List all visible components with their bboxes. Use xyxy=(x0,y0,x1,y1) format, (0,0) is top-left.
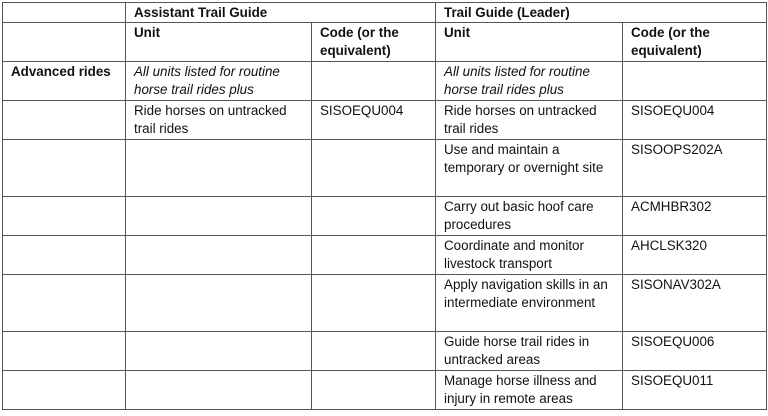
assistant-unit-cell xyxy=(126,275,312,332)
assistant-unit-header: Unit xyxy=(126,23,312,62)
category-cell xyxy=(3,197,126,236)
assistant-trail-guide-header: Assistant Trail Guide xyxy=(126,3,436,23)
leader-code-cell: SISOEQU011 xyxy=(623,371,767,410)
trail-guide-leader-header: Trail Guide (Leader) xyxy=(436,3,767,23)
trail-guide-units-table xyxy=(2,2,767,410)
leader-code-cell: SISOOPS202A xyxy=(623,140,767,197)
assistant-code-cell: SISOEQU004 xyxy=(312,101,436,140)
leader-unit-cell: Use and maintain a temporary or overnight site xyxy=(436,140,623,197)
leader-code-cell: AHCLSK320 xyxy=(623,236,767,275)
leader-unit-header: Unit xyxy=(436,23,623,62)
assistant-code-cell xyxy=(312,197,436,236)
leader-unit-cell: Guide horse trail rides in untracked areas xyxy=(436,332,623,371)
table-row xyxy=(3,140,767,197)
category-cell xyxy=(3,101,126,140)
blank-header-cell xyxy=(3,3,126,23)
assistant-code-cell xyxy=(312,62,436,101)
table-row xyxy=(3,236,767,275)
assistant-code-cell xyxy=(312,332,436,371)
category-cell: Advanced rides xyxy=(3,62,126,101)
leader-code-header: Code (or the equivalent) xyxy=(623,23,767,62)
leader-code-cell: SISOEQU006 xyxy=(623,332,767,371)
assistant-code-cell xyxy=(312,371,436,410)
table-row xyxy=(3,371,767,410)
assistant-code-cell xyxy=(312,140,436,197)
table-row xyxy=(3,62,767,101)
leader-unit-cell: Apply navigation skills in an intermediate environment xyxy=(436,275,623,332)
leader-code-cell: SISOEQU004 xyxy=(623,101,767,140)
category-cell xyxy=(3,140,126,197)
assistant-code-cell xyxy=(312,275,436,332)
category-cell xyxy=(3,275,126,332)
table-row xyxy=(3,275,767,332)
leader-unit-cell: Manage horse illness and injury in remote areas xyxy=(436,371,623,410)
table-row xyxy=(3,197,767,236)
leader-code-cell: SISONAV302A xyxy=(623,275,767,332)
table-row xyxy=(3,101,767,140)
blank-cell xyxy=(3,23,126,62)
leader-code-cell xyxy=(623,62,767,101)
category-cell xyxy=(3,236,126,275)
assistant-unit-cell: Ride horses on untracked trail rides xyxy=(126,101,312,140)
leader-unit-cell: Coordinate and monitor livestock transport xyxy=(436,236,623,275)
assistant-code-header: Code (or the equivalent) xyxy=(312,23,436,62)
table-row xyxy=(3,332,767,371)
assistant-unit-cell: All units listed for routine horse trail rides plus xyxy=(126,62,312,101)
assistant-code-cell xyxy=(312,236,436,275)
assistant-unit-cell xyxy=(126,236,312,275)
category-cell xyxy=(3,332,126,371)
assistant-unit-cell xyxy=(126,332,312,371)
assistant-unit-cell xyxy=(126,197,312,236)
leader-unit-cell: Carry out basic hoof care procedures xyxy=(436,197,623,236)
group-header-row xyxy=(3,3,767,23)
leader-unit-cell: Ride horses on untracked trail rides xyxy=(436,101,623,140)
leader-unit-cell: All units listed for routine horse trail rides plus xyxy=(436,62,623,101)
leader-code-cell: ACMHBR302 xyxy=(623,197,767,236)
assistant-unit-cell xyxy=(126,140,312,197)
column-header-row xyxy=(3,23,767,62)
category-cell xyxy=(3,371,126,410)
assistant-unit-cell xyxy=(126,371,312,410)
